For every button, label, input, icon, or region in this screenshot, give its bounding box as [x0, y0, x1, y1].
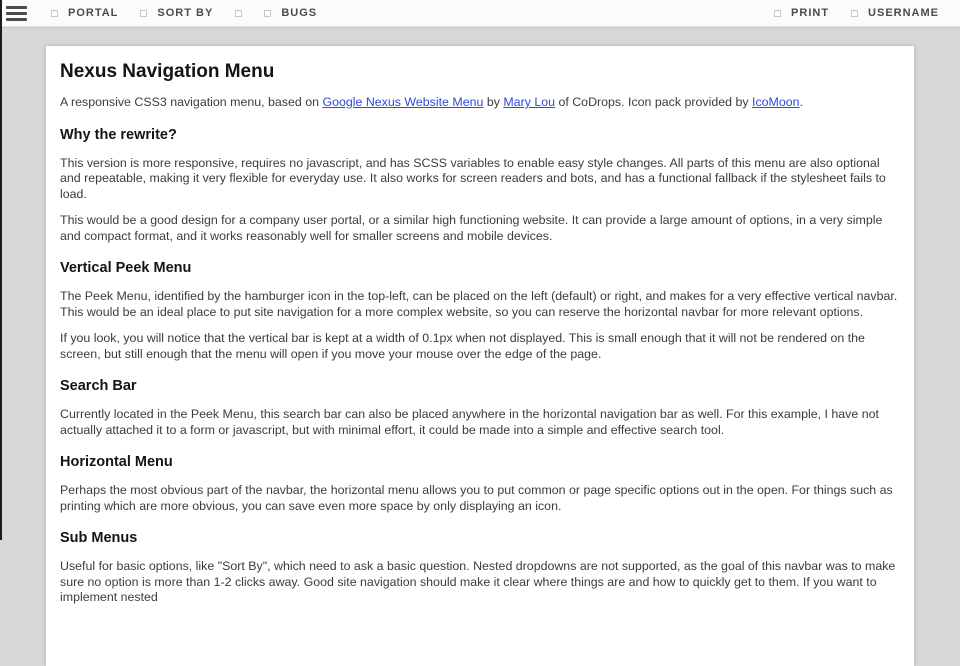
- print-icon: [774, 10, 781, 17]
- section-heading: Horizontal Menu: [60, 454, 173, 470]
- nav-item-label: SORT BY: [157, 7, 214, 19]
- nav-left-group: [40, 0, 328, 27]
- section-heading: Search Bar: [60, 378, 137, 394]
- hamburger-menu-icon[interactable]: [0, 0, 34, 27]
- page-title: Nexus Navigation Menu: [60, 61, 275, 82]
- sortby-dropdown-caret[interactable]: [224, 0, 253, 27]
- top-navbar: [0, 0, 960, 27]
- section-paragraph: This version is more responsive, requires no javascript, and has SCSS variables to enable easy style changes. All parts of this menu are also optional and repeatable, making it very flexible for everyday use. It also works for screen readers and bots, and has a functional fallback if the stylesheet fails to load.: [60, 155, 886, 201]
- nav-item-print[interactable]: [763, 0, 840, 27]
- section-heading: Vertical Peek Menu: [60, 260, 192, 276]
- nav-item-label: PRINT: [791, 7, 830, 19]
- nav-item-label: PORTAL: [68, 7, 119, 19]
- section-paragraph: This would be a good design for a company user portal, or a similar high functioning website. It can provide a large amount of options, in a very simple and compact format, and it works reasonably well for smaller screens and mobile devices.: [60, 213, 883, 243]
- username-icon: [851, 10, 858, 17]
- mary-lou-link[interactable]: Mary Lou: [503, 95, 556, 109]
- intro-text: of CoDrops. Icon pack provided by: [555, 95, 752, 109]
- section-paragraph: If you look, you will notice that the vertical bar is kept at a width of 0.1px when not displayed. This is small enough that it will not be rendered on the screen, but still enough that the menu will open if you move your mouse over the edge of the page.: [60, 331, 865, 361]
- icomoon-link[interactable]: IcoMoon: [752, 95, 800, 109]
- intro-text: by: [483, 95, 504, 109]
- article-card: [46, 46, 914, 666]
- bugs-icon: [264, 10, 271, 17]
- section-paragraph: Perhaps the most obvious part of the navbar, the horizontal menu allows you to put common or page specific options out in the open. For things such as printing which are more obvious, you can save even more space by only displaying an icon.: [60, 483, 893, 513]
- section-paragraph: The Peek Menu, identified by the hamburger icon in the top-left, can be placed on the left (default) or right, and makes for a very effective vertical navbar. This would be an ideal place to put site navigation for a more complex website, so you can reserve the horizontal navbar for more relevant options.: [60, 289, 898, 319]
- peek-menu-edge[interactable]: [0, 0, 2, 540]
- nav-item-label: BUGS: [281, 7, 318, 19]
- portal-icon: [51, 10, 58, 17]
- nav-item-username[interactable]: [840, 0, 950, 27]
- nav-item-sort-by[interactable]: [129, 0, 224, 27]
- nav-item-portal[interactable]: [40, 0, 129, 27]
- intro-text: .: [799, 95, 803, 109]
- dropdown-caret-icon: [235, 10, 242, 17]
- section-heading: Why the rewrite?: [60, 126, 177, 143]
- section-heading: Sub Menus: [60, 530, 138, 546]
- hamburger-bar: [6, 12, 27, 15]
- hamburger-bar: [6, 6, 27, 9]
- intro-text: A responsive CSS3 navigation menu, based on: [60, 95, 323, 109]
- nav-item-bugs[interactable]: [253, 0, 328, 27]
- sections: [60, 126, 900, 606]
- section-paragraph: Useful for basic options, like "Sort By", which need to ask a basic question. Nested dropdowns are not supported, as the goal of this navbar was to make sure no option is more than 1-2 clicks away. Good site navigation should make it clear where things are and how to quickly get to them. If you want to implement nested: [60, 559, 896, 604]
- nav-right-group: [763, 0, 950, 27]
- sortby-icon: [140, 10, 147, 17]
- google-nexus-menu-link[interactable]: Google Nexus Website Menu: [322, 95, 484, 109]
- section-paragraph: Currently located in the Peek Menu, this search bar can also be placed anywhere in the horizontal navigation bar as well. For this example, I have not actually attached it to a form or javascript, but with minimal effort, it could be made into a simple and effective search tool.: [60, 407, 879, 437]
- hamburger-bar: [6, 18, 27, 21]
- intro-paragraph: [60, 95, 900, 111]
- nav-item-label: USERNAME: [868, 7, 939, 19]
